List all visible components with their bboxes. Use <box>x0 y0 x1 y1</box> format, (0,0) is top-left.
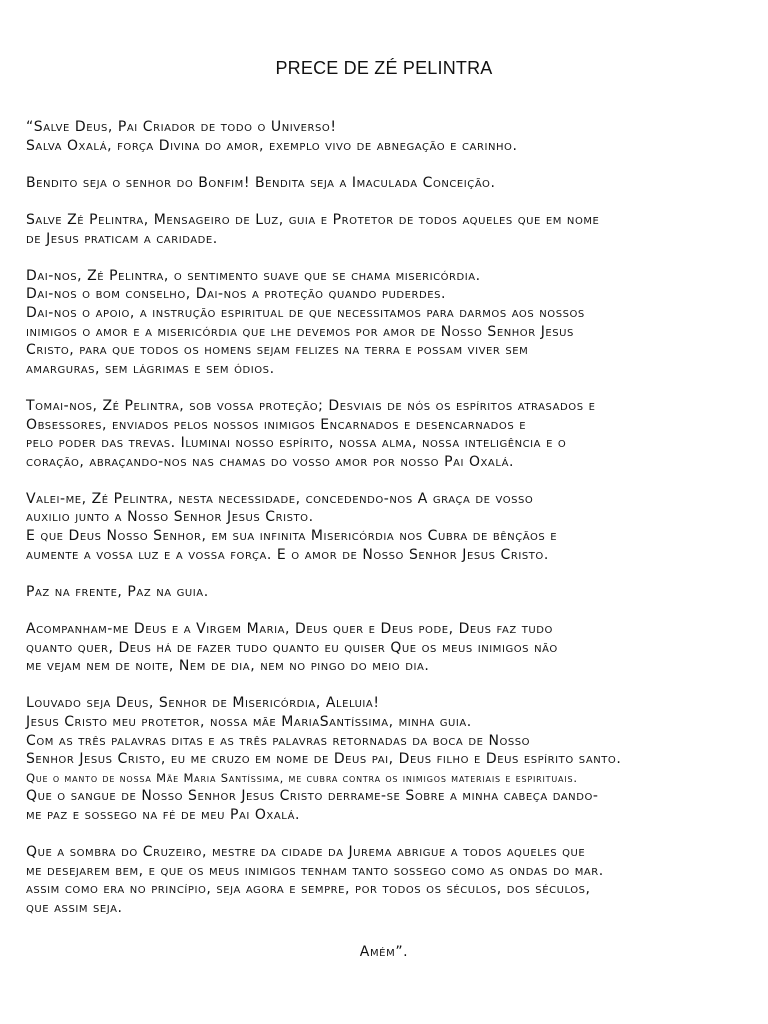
prayer-line: Bendito seja o senhor do Bonfim! Bendita seja a Imaculada Conceição. <box>26 174 496 191</box>
prayer-line: Dai-nos o apoio, a instrução espiritual de que necessitamos para darmos aos nossos <box>26 304 585 321</box>
prayer-paragraph <box>26 174 750 193</box>
prayer-line: que assim seja. <box>26 899 123 916</box>
document-title: PRECE DE ZÉ PELINTRA <box>275 58 493 78</box>
prayer-paragraph <box>26 620 750 676</box>
prayer-line: Tomai-nos, Zé Pelintra, sob vossa proteção; Desviais de nós os espíritos atrasados e <box>26 397 596 414</box>
prayer-line: Dai-nos, Zé Pelintra, o sentimento suave que se chama misericórdia. <box>26 267 481 284</box>
prayer-line: me paz e sossego na fé de meu Pai Oxalá. <box>26 806 300 823</box>
prayer-line: Que o manto de nossa Mãe Maria Santíssima, me cubra contra os inimigos materiais e espirituais. <box>26 770 578 785</box>
document-body <box>26 118 750 936</box>
prayer-paragraph <box>26 118 750 155</box>
prayer-paragraph <box>26 694 750 824</box>
prayer-line: de Jesus praticam a caridade. <box>26 230 218 247</box>
prayer-paragraph <box>26 843 750 917</box>
prayer-line: Cristo, para que todos os homens sejam felizes na terra e possam viver sem <box>26 342 529 359</box>
prayer-line: me desejarem bem, e que os meus inimigos tenham tanto sossego como as ondas do mar. <box>26 862 604 879</box>
prayer-paragraph <box>26 267 750 379</box>
prayer-line: Louvado seja Deus, Senhor de Misericórdia, Aleluia! <box>26 695 380 712</box>
prayer-line: Salva Oxalá, força Divina do amor, exemplo vivo de abnegação e carinho. <box>26 137 518 154</box>
prayer-line: Salve Zé Pelintra, Mensageiro de Luz, guia e Protetor de todos aqueles que em nome <box>26 211 600 228</box>
prayer-paragraph <box>26 211 750 248</box>
prayer-line: assim como era no princípio, seja agora e sempre, por todos os séculos, dos séculos, <box>26 881 591 898</box>
prayer-line: Que o sangue de Nosso Senhor Jesus Cristo derrame-se Sobre a minha cabeça dando- <box>26 788 599 805</box>
prayer-line: “Salve Deus, Pai Criador de todo o Universo! <box>26 119 337 135</box>
prayer-line: Jesus Cristo meu protetor, nossa mãe MariaSantíssima, minha guia. <box>26 714 472 730</box>
prayer-line: amarguras, sem lágrimas e sem ódios. <box>26 360 275 377</box>
prayer-line: quanto quer, Deus há de fazer tudo quanto eu quiser Que os meus inimigos não <box>26 639 558 656</box>
prayer-line: pelo poder das trevas. Iluminai nosso espírito, nossa alma, nossa inteligência e o <box>26 435 567 452</box>
prayer-line: Senhor Jesus Cristo, eu me cruzo em nome de Deus pai, Deus filho e Deus espírito santo. <box>26 751 622 768</box>
prayer-line: Valei-me, Zé Pelintra, nesta necessidade, concedendo-nos A graça de vosso <box>26 490 534 507</box>
prayer-line: Com as três palavras ditas e as três palavras retornadas da boca de Nosso <box>26 732 531 749</box>
prayer-paragraph <box>26 583 750 602</box>
prayer-line: Que a sombra do Cruzeiro, mestre da cidade da Jurema abrigue a todos aqueles que <box>26 844 586 861</box>
prayer-line: Paz na frente, Paz na guia. <box>26 583 209 600</box>
closing-line: Amém”. <box>359 944 409 960</box>
prayer-line: Obsessores, enviados pelos nossos inimigos Encarnados e desencarnados e <box>26 416 527 433</box>
prayer-line: aumente a vossa luz e a vossa força. E o amor de Nosso Senhor Jesus Cristo. <box>26 546 549 563</box>
prayer-line: me vejam nem de noite, Nem de dia, nem no pingo do meio dia. <box>26 658 430 675</box>
prayer-line: E que Deus Nosso Senhor, em sua infinita Misericórdia nos Cubra de bênçãos e <box>26 528 558 545</box>
prayer-line: Acompanham-me Deus e a Virgem Maria, Deus quer e Deus pode, Deus faz tudo <box>26 621 553 638</box>
prayer-line: Dai-nos o bom conselho, Dai-nos a proteção quando puderdes. <box>26 286 447 303</box>
prayer-line: coração, abraçando-nos nas chamas do vosso amor por nosso Pai Oxalá. <box>26 453 515 470</box>
prayer-line: inimigos o amor e a misericórdia que lhe devemos por amor de Nosso Senhor Jesus <box>26 323 574 340</box>
prayer-line: auxilio junto a Nosso Senhor Jesus Cristo. <box>26 509 314 526</box>
prayer-paragraph <box>26 490 750 564</box>
prayer-paragraph <box>26 397 750 471</box>
